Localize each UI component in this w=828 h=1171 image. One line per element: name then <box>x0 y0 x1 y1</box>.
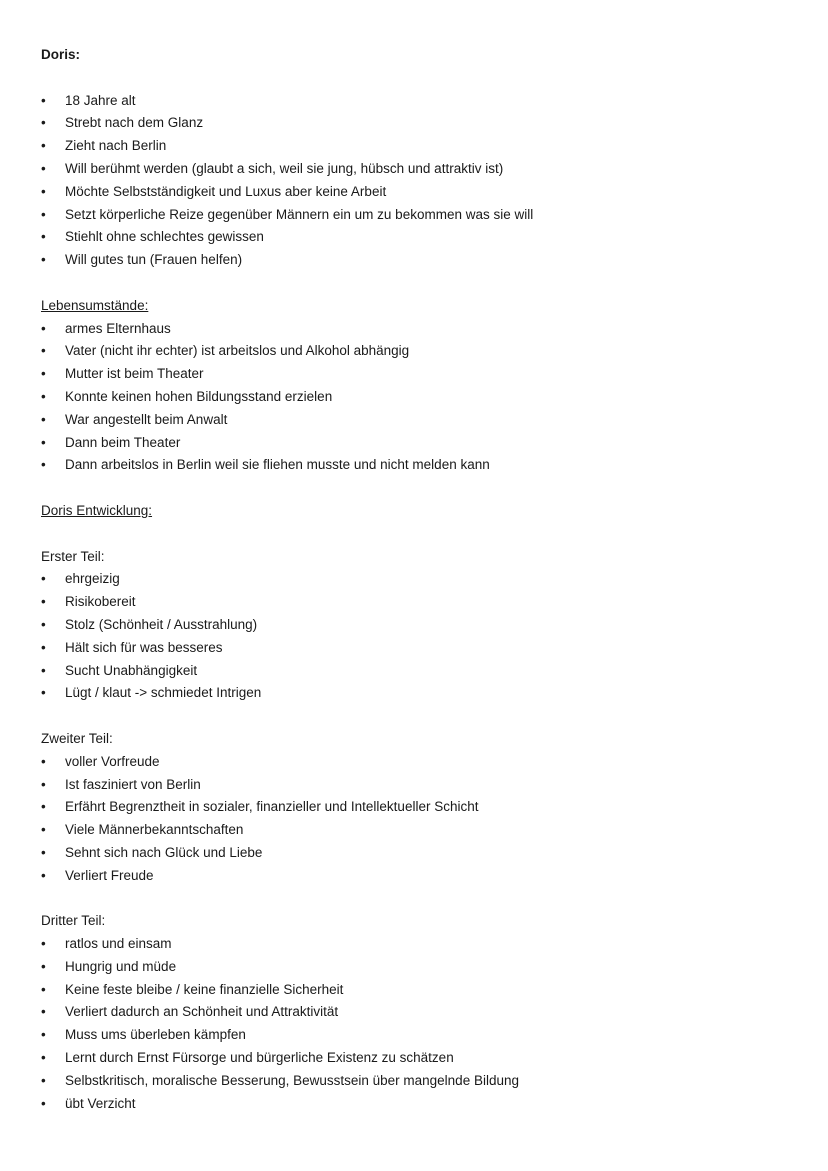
document-page <box>41 44 801 1115</box>
bullet-icon: • <box>41 571 46 587</box>
list-item <box>41 1024 801 1047</box>
bullet-icon: • <box>41 1004 46 1020</box>
spacer <box>41 477 801 500</box>
erster-teil-list <box>41 568 801 705</box>
bullet-icon: • <box>41 92 46 108</box>
list-item-text: Ist fasziniert von Berlin <box>65 776 201 792</box>
bullet-icon: • <box>41 252 46 268</box>
page-title: Doris: <box>41 47 81 62</box>
list-item <box>41 204 801 227</box>
list-item <box>41 135 801 158</box>
list-item <box>41 933 801 956</box>
list-item <box>41 865 801 888</box>
list-item-text: armes Elternhaus <box>65 320 171 336</box>
bullet-icon: • <box>41 776 46 792</box>
list-item-text: Lügt / klaut -> schmiedet Intrigen <box>65 685 262 701</box>
list-item <box>41 568 801 591</box>
bullet-icon: • <box>41 844 46 860</box>
list-item <box>41 842 801 865</box>
list-item-text: Verliert dadurch an Schönheit und Attraktivität <box>65 1004 339 1020</box>
bullet-icon: • <box>41 411 46 427</box>
bullet-icon: • <box>41 138 46 154</box>
bullet-icon: • <box>41 206 46 222</box>
bullet-icon: • <box>41 343 46 359</box>
bullet-icon: • <box>41 936 46 952</box>
dritter-teil-list <box>41 933 801 1115</box>
bullet-icon: • <box>41 1095 46 1111</box>
list-item-text: Muss ums überleben kämpfen <box>65 1027 246 1043</box>
list-item <box>41 386 801 409</box>
list-item <box>41 432 801 455</box>
list-item <box>41 660 801 683</box>
bullet-icon: • <box>41 388 46 404</box>
spacer <box>41 272 801 295</box>
bullet-icon: • <box>41 867 46 883</box>
list-item-text: Stiehlt ohne schlechtes gewissen <box>65 229 264 245</box>
intro-list <box>41 90 801 272</box>
list-item-text: ehrgeizig <box>65 571 120 587</box>
list-item-text: Viele Männerbekanntschaften <box>65 822 244 838</box>
bullet-icon: • <box>41 320 46 336</box>
list-item-text: Vater (nicht ihr echter) ist arbeitslos und Alkohol abhängig <box>65 343 410 359</box>
list-item-text: War angestellt beim Anwalt <box>65 411 228 427</box>
spacer <box>41 705 801 728</box>
list-item-text: Sehnt sich nach Glück und Liebe <box>65 844 263 860</box>
bullet-icon: • <box>41 457 46 473</box>
list-item <box>41 751 801 774</box>
spacer <box>41 523 801 546</box>
list-item-text: Erfährt Begrenztheit in sozialer, finanzieller und Intellektueller Schicht <box>65 799 479 815</box>
list-item-text: Will gutes tun (Frauen helfen) <box>65 252 243 268</box>
list-item <box>41 682 801 705</box>
list-item <box>41 774 801 797</box>
bullet-icon: • <box>41 981 46 997</box>
list-item <box>41 409 801 432</box>
list-item-text: Dann arbeitslos in Berlin weil sie fliehen musste und nicht melden kann <box>65 457 490 473</box>
zweiter-teil-list <box>41 751 801 888</box>
list-item-text: Verliert Freude <box>65 867 154 883</box>
bullet-icon: • <box>41 822 46 838</box>
list-item <box>41 979 801 1002</box>
bullet-icon: • <box>41 685 46 701</box>
bullet-icon: • <box>41 366 46 382</box>
list-item-text: Möchte Selbstständigkeit und Luxus aber keine Arbeit <box>65 183 387 199</box>
list-item-text: Stolz (Schönheit / Ausstrahlung) <box>65 616 258 632</box>
erster-teil-heading: Erster Teil: <box>41 548 105 564</box>
list-item <box>41 90 801 113</box>
zweiter-teil-heading: Zweiter Teil: <box>41 730 113 746</box>
list-item-text: voller Vorfreude <box>65 753 160 769</box>
list-item <box>41 454 801 477</box>
spacer <box>41 67 801 90</box>
list-item <box>41 112 801 135</box>
list-item <box>41 249 801 272</box>
list-item-text: Will berühmt werden (glaubt a sich, weil sie jung, hübsch und attraktiv ist) <box>65 160 504 176</box>
bullet-icon: • <box>41 958 46 974</box>
bullet-icon: • <box>41 753 46 769</box>
spacer <box>41 887 801 910</box>
list-item-text: Strebt nach dem Glanz <box>65 115 204 131</box>
list-item <box>41 1047 801 1070</box>
list-item <box>41 1093 801 1116</box>
list-item-text: Setzt körperliche Reize gegenüber Männern ein um zu bekommen was sie will <box>65 206 534 222</box>
list-item-text: Hungrig und müde <box>65 958 177 974</box>
list-item-text: Selbstkritisch, moralische Besserung, Bewusstsein über mangelnde Bildung <box>65 1072 519 1088</box>
list-item-text: 18 Jahre alt <box>65 92 136 108</box>
list-item <box>41 819 801 842</box>
bullet-icon: • <box>41 594 46 610</box>
list-item <box>41 226 801 249</box>
bullet-icon: • <box>41 160 46 176</box>
list-item-text: ratlos und einsam <box>65 936 172 952</box>
bullet-icon: • <box>41 639 46 655</box>
list-item-text: Dann beim Theater <box>65 434 181 450</box>
bullet-icon: • <box>41 229 46 245</box>
bullet-icon: • <box>41 1072 46 1088</box>
list-item <box>41 318 801 341</box>
list-item <box>41 1070 801 1093</box>
list-item <box>41 637 801 660</box>
lebensumstaende-heading: Lebensumstände: <box>41 297 149 313</box>
bullet-icon: • <box>41 799 46 815</box>
list-item <box>41 796 801 819</box>
list-item-text: Hält sich für was besseres <box>65 639 223 655</box>
lebensumstaende-list <box>41 318 801 478</box>
entwicklung-heading: Doris Entwicklung: <box>41 502 153 518</box>
dritter-teil-heading: Dritter Teil: <box>41 913 106 929</box>
list-item-text: Lernt durch Ernst Fürsorge und bürgerliche Existenz zu schätzen <box>65 1050 454 1066</box>
list-item-text: Konnte keinen hohen Bildungsstand erzielen <box>65 388 333 404</box>
bullet-icon: • <box>41 115 46 131</box>
list-item-text: übt Verzicht <box>65 1095 136 1111</box>
list-item <box>41 614 801 637</box>
list-item <box>41 591 801 614</box>
bullet-icon: • <box>41 616 46 632</box>
list-item <box>41 181 801 204</box>
bullet-icon: • <box>41 662 46 678</box>
list-item-text: Sucht Unabhängigkeit <box>65 662 198 678</box>
list-item <box>41 363 801 386</box>
list-item-text: Zieht nach Berlin <box>65 138 167 154</box>
bullet-icon: • <box>41 434 46 450</box>
list-item-text: Risikobereit <box>65 594 136 610</box>
list-item-text: Mutter ist beim Theater <box>65 366 204 382</box>
list-item <box>41 1001 801 1024</box>
list-item <box>41 956 801 979</box>
list-item <box>41 340 801 363</box>
list-item <box>41 158 801 181</box>
list-item-text: Keine feste bleibe / keine finanzielle Sicherheit <box>65 981 344 997</box>
bullet-icon: • <box>41 1050 46 1066</box>
bullet-icon: • <box>41 1027 46 1043</box>
bullet-icon: • <box>41 183 46 199</box>
